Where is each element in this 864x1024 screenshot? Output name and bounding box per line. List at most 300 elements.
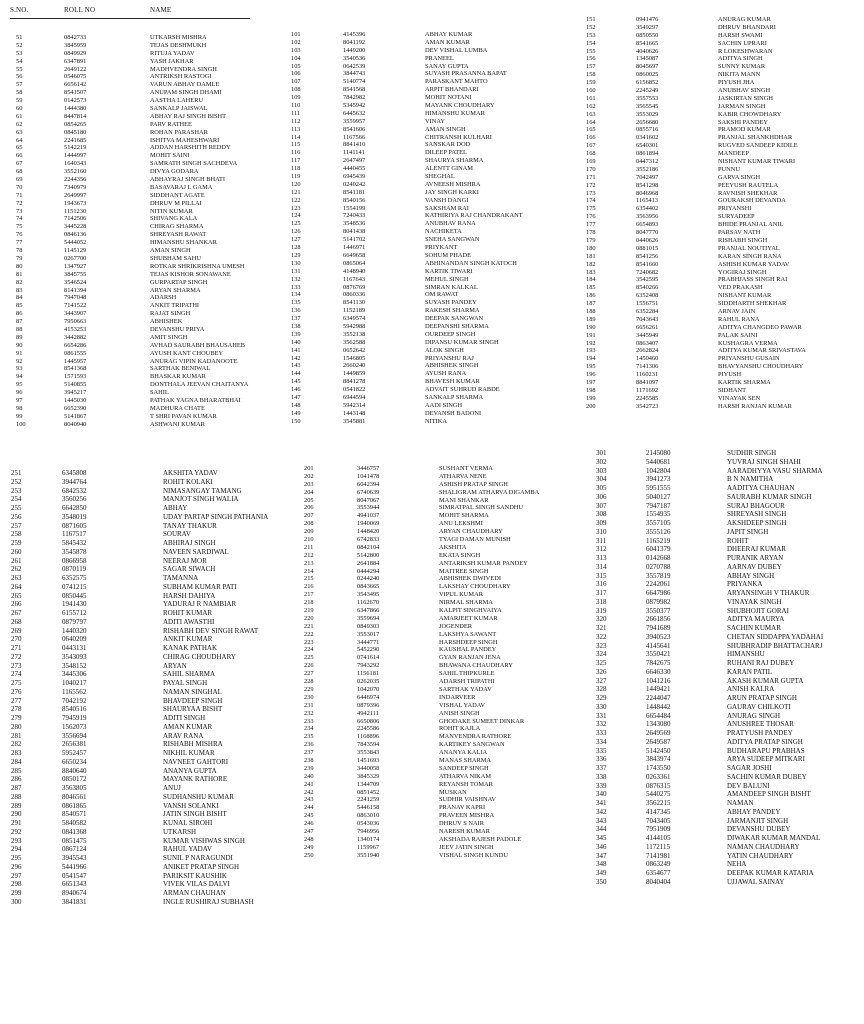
table-row <box>586 95 806 103</box>
roll-number: 8040404 <box>646 877 671 886</box>
student-name: ANANYA GUPTA <box>163 766 217 775</box>
table-row <box>291 228 523 236</box>
roll-number: 1152189 <box>343 307 366 315</box>
serial-number: 172 <box>586 181 596 189</box>
serial-number: 182 <box>586 260 596 268</box>
roll-number: 4941037 <box>357 512 380 520</box>
roll-number: 5942988 <box>343 322 366 330</box>
student-name: ASHISH PRATAP SINGH <box>439 480 508 488</box>
serial-number: 221 <box>304 622 314 630</box>
roll-number: 4144105 <box>646 834 671 842</box>
student-name: DHRUV M PILLAI <box>150 199 202 207</box>
serial-number: 257 <box>11 521 22 530</box>
roll-number: 3845755 <box>64 270 87 278</box>
table-row <box>596 659 823 668</box>
roll-number: 5446158 <box>357 804 380 812</box>
student-name: VARUN ABHAY DAMLE <box>150 81 220 89</box>
serial-number: 192 <box>586 339 596 347</box>
student-name: SUNIL P NARAGUNDI <box>163 854 233 862</box>
table-row <box>16 326 248 334</box>
serial-number: 167 <box>586 142 596 150</box>
serial-number: 304 <box>596 475 607 484</box>
student-name: ROHIT KAJLA <box>439 725 481 733</box>
student-name: SUYASH PANDEY <box>425 299 477 307</box>
roll-number: 6446974 <box>357 693 380 701</box>
roll-number: 0640209 <box>62 635 87 644</box>
table-row <box>586 182 806 190</box>
table-row <box>291 31 523 39</box>
serial-number: 210 <box>304 536 314 544</box>
table-row <box>596 668 823 677</box>
serial-number: 342 <box>596 807 607 816</box>
student-name: SHREYASH SINGH <box>727 510 787 519</box>
student-name: DEEPAK KUMAR KATARIA <box>727 869 814 877</box>
roll-number: 7042192 <box>62 696 87 705</box>
roll-number: 0879982 <box>646 597 671 606</box>
student-name: RISHABH SINGH <box>718 236 768 244</box>
student-name: NIRMAL SHARMA <box>439 599 493 607</box>
serial-number: 156 <box>586 55 596 63</box>
roll-number: 6352284 <box>636 307 659 315</box>
table-row <box>304 702 539 710</box>
student-name: ANKIT TRIPATHI <box>150 302 200 310</box>
student-name: AKSHITA YADAV <box>163 469 218 477</box>
serial-number: 295 <box>11 854 22 862</box>
student-name: KARTIKEY SANGWAN <box>439 741 505 749</box>
table-row <box>586 87 806 95</box>
roll-number: 1943673 <box>64 199 87 207</box>
student-name: AASTHA LAHERU <box>150 97 204 105</box>
table-row <box>291 197 523 205</box>
student-name: AKASH KUMAR GUPTA <box>727 676 804 685</box>
student-name: AADI SINGH <box>425 401 463 409</box>
student-name: ANIKET PRATAP SINGH <box>163 862 240 871</box>
table-row <box>291 268 523 276</box>
roll-number: 8447814 <box>64 112 87 120</box>
table-row <box>596 703 823 712</box>
student-name: BASAVARAJ L GAMA <box>150 183 213 191</box>
table-row <box>304 489 539 497</box>
table-row <box>291 315 523 323</box>
serial-number: 194 <box>586 355 596 363</box>
student-name: T SHRI PAVAN KUMAR <box>150 412 217 420</box>
roll-number: 5040127 <box>646 492 671 501</box>
roll-number: 8841097 <box>636 378 659 386</box>
table-row <box>11 513 268 522</box>
serial-number: 127 <box>291 236 301 244</box>
roll-number: 1444380 <box>64 105 87 113</box>
serial-number: 265 <box>11 591 22 600</box>
header-rule <box>10 18 250 19</box>
serial-number: 62 <box>16 120 23 128</box>
serial-number: 133 <box>291 283 301 291</box>
roll-number: 8841278 <box>343 378 366 386</box>
roll-block-301-350 <box>596 449 823 887</box>
student-name: ADITYA SINGH <box>718 55 763 63</box>
roll-number: 0854265 <box>64 120 87 128</box>
roll-block-51-100 <box>16 34 248 429</box>
student-name: AYUSH RANA <box>425 370 467 378</box>
serial-number: 348 <box>596 860 607 869</box>
roll-number: 7842982 <box>343 94 366 102</box>
roll-number: 4153253 <box>64 325 87 333</box>
roll-number: 0440626 <box>636 236 659 244</box>
serial-number: 305 <box>596 484 607 492</box>
table-row <box>16 389 248 397</box>
table-row <box>16 208 248 216</box>
table-row <box>304 749 539 757</box>
student-name: NAVNEET GAHTORI <box>163 757 229 766</box>
student-name: PUNNU <box>718 165 741 173</box>
student-name: ROHIT <box>727 536 749 545</box>
roll-number: 7340979 <box>64 183 87 191</box>
roll-number: 0851475 <box>62 836 87 845</box>
student-name: AARNAV DUBEY <box>727 562 782 571</box>
student-name: NISHANT KUMAR TIWARI <box>718 158 796 166</box>
student-name: GAURAV CHILKOTI <box>727 702 791 711</box>
serial-number: 206 <box>304 504 314 512</box>
student-name: CHITRANSH KULHARI <box>425 133 492 141</box>
table-row <box>586 300 806 308</box>
roll-number: 6642850 <box>62 504 87 512</box>
roll-number: 1443148 <box>343 409 366 417</box>
table-row <box>11 627 268 636</box>
table-row <box>11 697 268 706</box>
table-row <box>304 497 539 505</box>
serial-number: 71 <box>16 191 23 199</box>
roll-number: 6156852 <box>636 79 659 87</box>
table-row <box>16 176 248 184</box>
roll-number: 6042394 <box>357 480 380 488</box>
roll-number: 0642539 <box>343 62 366 70</box>
roll-number: 1041216 <box>646 676 671 685</box>
serial-number: 310 <box>596 527 607 536</box>
student-name: DEVANSH BADONI <box>425 409 482 417</box>
serial-number: 264 <box>11 582 22 591</box>
student-name: KARAN SINGH RANA <box>718 252 782 260</box>
table-row <box>16 365 248 373</box>
serial-number: 314 <box>596 562 607 571</box>
serial-number: 67 <box>16 160 23 168</box>
roll-number: 0240242 <box>343 180 366 188</box>
table-row <box>304 639 539 647</box>
table-row <box>11 644 268 653</box>
roll-number: 3557105 <box>646 519 671 527</box>
serial-number: 134 <box>291 291 301 299</box>
student-name: ANUPAM SINGH DHAMI <box>150 89 222 97</box>
roll-number: 3550377 <box>646 606 671 615</box>
header-roll-no: ROLL NO <box>64 6 96 14</box>
table-row <box>304 544 539 552</box>
serial-number: 89 <box>16 333 23 341</box>
table-row <box>11 609 268 618</box>
student-name: ANTARIKSH KUMAR PANDEY <box>439 559 528 567</box>
student-name: MOHIT SHARMA <box>439 512 489 520</box>
table-row <box>586 103 806 111</box>
table-row <box>596 545 823 554</box>
table-row <box>16 279 248 287</box>
table-row <box>16 287 248 295</box>
student-name: AMAN SINGH <box>425 125 466 133</box>
roll-number: 1451693 <box>357 756 380 764</box>
student-name: RAVNISH SHEKHAR <box>718 189 778 197</box>
student-name: SHEGHAL <box>425 173 455 181</box>
student-name: MADHVENDRA SINGH <box>150 65 217 73</box>
student-name: SHIVANG KALA <box>150 215 198 223</box>
serial-number: 188 <box>586 307 596 315</box>
serial-number: 102 <box>291 38 301 46</box>
student-name: DIPANSU KUMAR SINGH <box>425 338 499 346</box>
serial-number: 230 <box>304 693 314 701</box>
serial-number: 347 <box>596 851 607 860</box>
student-name: JAY SINGH KARKI <box>425 188 479 196</box>
serial-number: 183 <box>586 268 596 276</box>
serial-number: 235 <box>304 733 314 741</box>
table-row <box>16 34 248 42</box>
roll-number: 1445957 <box>64 357 87 365</box>
table-row <box>291 339 523 347</box>
table-row <box>11 749 268 758</box>
student-name: ANISH KALRA <box>727 685 775 694</box>
serial-number: 138 <box>291 322 301 330</box>
roll-number: 6654286 <box>64 341 87 349</box>
serial-number: 208 <box>304 520 314 528</box>
serial-number: 292 <box>11 827 22 836</box>
serial-number: 70 <box>16 183 23 191</box>
student-name: ANURAG VIPIN KADANOOTE <box>150 357 238 365</box>
table-row <box>304 804 539 812</box>
serial-number: 269 <box>11 626 22 635</box>
roll-number: 3563956 <box>636 213 659 221</box>
roll-number: 0541547 <box>62 871 87 880</box>
roll-number: 1345087 <box>636 55 659 63</box>
student-name: KATHIRIYA RAJ CHANDRAKANT <box>425 212 523 220</box>
student-name: NIKITA MANN <box>718 71 761 79</box>
table-row <box>304 512 539 520</box>
student-name: OM RAWAT <box>425 291 459 299</box>
table-row <box>16 271 248 279</box>
roll-number: 3445228 <box>64 223 87 231</box>
student-name: ANTRIKSH RASTOGI <box>150 73 212 81</box>
student-name: AMAN SINGH <box>150 247 191 255</box>
roll-number: 8141394 <box>64 286 87 294</box>
table-row <box>16 152 248 160</box>
table-row <box>586 253 806 261</box>
student-name: DHRUV S NAIR <box>439 820 484 828</box>
serial-number: 65 <box>16 144 23 152</box>
table-row <box>596 729 823 738</box>
table-row <box>304 678 539 686</box>
student-name: ADITI AWASTHI <box>163 617 215 626</box>
roll-number: 5452290 <box>357 646 380 654</box>
roll-number: 0267700 <box>64 254 87 262</box>
serial-number: 229 <box>304 685 314 693</box>
serial-number: 101 <box>291 31 301 38</box>
serial-number: 125 <box>291 220 301 228</box>
table-row <box>291 378 523 386</box>
roll-number: 0443131 <box>62 644 87 652</box>
table-row <box>16 413 248 421</box>
table-row <box>304 528 539 536</box>
serial-number: 196 <box>586 371 596 379</box>
table-row <box>16 121 248 129</box>
table-row <box>304 812 539 820</box>
table-row <box>16 397 248 405</box>
student-name: SAHIL <box>150 389 169 397</box>
roll-number: 3944764 <box>62 477 87 486</box>
student-name: NAMAN <box>727 799 754 807</box>
roll-number: 4942111 <box>357 709 379 717</box>
roll-number: 7141981 <box>646 851 671 860</box>
table-row <box>304 789 539 797</box>
table-row <box>304 607 539 615</box>
roll-number: 0270788 <box>646 562 671 571</box>
serial-number: 241 <box>304 780 314 788</box>
table-row <box>16 255 248 263</box>
table-row <box>291 149 523 157</box>
serial-number: 94 <box>16 373 23 381</box>
student-name: SOHUM PHADE <box>425 251 471 259</box>
table-row <box>16 97 248 105</box>
table-row <box>11 635 268 644</box>
roll-number: 8041438 <box>343 228 366 236</box>
serial-number: 66 <box>16 152 23 160</box>
roll-number: 5440275 <box>646 790 671 799</box>
roll-number: 0652642 <box>343 346 366 354</box>
table-row <box>596 554 823 563</box>
student-name: SIMRAN KALKAL <box>425 283 478 291</box>
student-name: ABHIRAJ SINGH <box>163 539 216 547</box>
student-name: NIMASANGAY TAMANG <box>163 486 242 495</box>
student-name: GYAN RANJAN JENA <box>439 654 501 662</box>
serial-number: 158 <box>586 71 596 79</box>
serial-number: 122 <box>291 196 301 204</box>
table-row <box>596 694 823 703</box>
serial-number: 104 <box>291 54 301 62</box>
student-name: SIDDHARTH SHEKHAR <box>718 300 787 308</box>
serial-number: 309 <box>596 519 607 527</box>
serial-number: 163 <box>586 110 596 118</box>
roll-number: 3945217 <box>64 389 87 397</box>
roll-number: 5142450 <box>646 746 671 755</box>
roll-number: 8541660 <box>636 260 659 268</box>
student-name: VISHAL SINGH KUNDU <box>439 851 508 859</box>
student-name: MAYANK CHOUDHARY <box>425 102 495 110</box>
student-name: SHAURYAA BISHT <box>163 705 223 714</box>
roll-number: 8041192 <box>343 38 366 46</box>
table-row <box>586 403 806 411</box>
roll-number: 6352408 <box>636 292 659 300</box>
roll-number: 8046561 <box>62 792 87 801</box>
table-row <box>596 685 823 694</box>
table-row <box>586 32 806 40</box>
table-row <box>16 200 248 208</box>
table-row <box>16 405 248 413</box>
serial-number: 301 <box>596 449 607 457</box>
roll-number: 1347927 <box>64 262 87 270</box>
table-row <box>11 487 268 496</box>
student-name: ADARSH <box>150 294 177 302</box>
roll-number: 6354402 <box>636 205 659 213</box>
roll-number: 6649658 <box>343 251 366 259</box>
student-name: MUSKAN <box>439 788 467 796</box>
table-row <box>11 758 268 767</box>
student-name: BHAWANA CHAUDHARY <box>439 662 513 670</box>
roll-number: 1145129 <box>64 247 87 255</box>
table-row <box>596 589 823 598</box>
table-row <box>291 86 523 94</box>
roll-number: 1141141 <box>343 149 365 157</box>
table-row <box>586 237 806 245</box>
serial-number: 202 <box>304 472 314 480</box>
student-name: VINAYAK SEN <box>718 394 761 402</box>
roll-number: 2244047 <box>646 694 671 702</box>
roll-number: 1449200 <box>343 46 366 54</box>
table-row <box>11 469 268 478</box>
serial-number: 320 <box>596 615 607 624</box>
table-row <box>16 302 248 310</box>
roll-number: 5140774 <box>343 78 366 86</box>
student-name: SUYASH PRASANNA BAPAT <box>425 70 507 78</box>
student-name: RAKESH SHARMA <box>425 307 480 315</box>
table-row <box>291 78 523 86</box>
table-row <box>596 519 823 528</box>
student-name: VANSH DANGI <box>425 196 469 204</box>
roll-number: 3548536 <box>343 220 366 228</box>
table-row <box>291 418 523 426</box>
roll-number: 6740639 <box>357 488 380 496</box>
roll-number: 0879396 <box>357 701 380 709</box>
student-name: ALENTT GINAM <box>425 165 473 173</box>
roll-number: 4147345 <box>646 807 671 816</box>
roll-number: 0879797 <box>62 617 87 626</box>
serial-number: 174 <box>586 197 596 205</box>
table-row <box>16 113 248 121</box>
table-row <box>304 465 539 473</box>
table-row <box>11 837 268 846</box>
serial-number: 296 <box>11 862 22 871</box>
table-row <box>586 40 806 48</box>
roll-number: 6041379 <box>646 545 671 554</box>
serial-number: 285 <box>11 766 22 775</box>
roll-number: 0541822 <box>343 386 366 394</box>
student-name: CHETAN SIDDAPPA YADAHAI <box>727 632 824 641</box>
header-name: NAME <box>150 6 172 14</box>
student-name: SHUBHAM SAHU <box>150 254 201 262</box>
table-row <box>11 662 268 671</box>
table-row <box>596 484 823 493</box>
serial-number: 205 <box>304 496 314 504</box>
serial-number: 340 <box>596 790 607 799</box>
student-name: MANAS SHARMA <box>439 756 492 764</box>
serial-number: 335 <box>596 746 607 755</box>
student-name: DEVANSHU PRIYA <box>150 325 205 333</box>
student-name: ANURAG SINGH <box>727 711 781 720</box>
student-name: LAKSHAY CHOUDHARY <box>439 583 511 591</box>
student-name: SANSKAR DOD <box>425 141 471 149</box>
table-row <box>586 292 806 300</box>
student-name: ADVAIT SUHRUD RABDE <box>425 386 500 394</box>
serial-number: 255 <box>11 504 22 512</box>
student-name: ATHARVA NIKAM <box>439 772 492 780</box>
student-name: ADITYA KUMAR SRIVASTAVA <box>718 347 806 355</box>
serial-number: 222 <box>304 630 314 638</box>
roll-number: 3542595 <box>636 276 659 284</box>
roll-number: 3845329 <box>357 772 380 780</box>
table-row <box>596 677 823 686</box>
roll-number: 6646330 <box>646 667 671 676</box>
student-name: NITIKA <box>425 417 448 425</box>
